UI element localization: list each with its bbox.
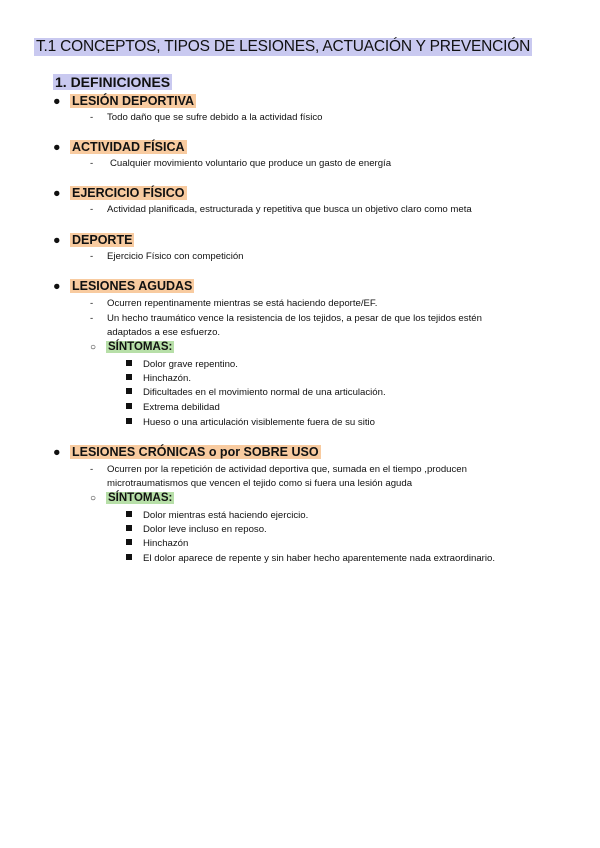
square-bullet-icon bbox=[126, 403, 132, 409]
bullet-icon: ● bbox=[53, 186, 61, 200]
section-label: LESIÓN DEPORTIVA bbox=[72, 94, 195, 108]
symptom-item: Dificultades en el movimiento normal de una articulación. bbox=[126, 386, 386, 399]
dash-icon: - bbox=[90, 112, 94, 123]
bullet-icon: ● bbox=[53, 140, 61, 154]
bullet-icon: ● bbox=[53, 279, 61, 293]
square-bullet-icon bbox=[126, 539, 132, 545]
page-title: T.1 CONCEPTOS, TIPOS DE LESIONES, ACTUACIÓN Y PREVENCIÓN bbox=[36, 38, 531, 55]
section-label: EJERCICIO FÍSICO bbox=[72, 186, 185, 200]
section-label: ACTIVIDAD FÍSICA bbox=[72, 140, 185, 154]
square-bullet-icon bbox=[126, 374, 132, 380]
section-label: DEPORTE bbox=[72, 233, 133, 247]
section-lesiones-cronicas bbox=[53, 445, 321, 459]
symptoms-heading: ○ SÍNTOMAS: bbox=[90, 492, 173, 504]
circle-bullet-icon: ○ bbox=[90, 493, 97, 504]
symptom-item: El dolor aparece de repente y sin haber hecho aparentemente nada extraordinario. bbox=[126, 552, 495, 565]
symptom-item: Dolor grave repentino. bbox=[126, 358, 238, 371]
symptoms-heading: ○ SÍNTOMAS: bbox=[90, 341, 173, 353]
bullet-icon: ● bbox=[53, 233, 61, 247]
dash-icon: - bbox=[90, 158, 94, 169]
square-bullet-icon bbox=[126, 554, 132, 560]
symptom-item: Hinchazón bbox=[126, 537, 188, 550]
dash-icon: - bbox=[90, 313, 94, 324]
section-lesion-deportiva bbox=[53, 94, 196, 108]
dash-icon: - bbox=[90, 204, 94, 215]
section-heading: 1. DEFINICIONES bbox=[55, 74, 171, 90]
square-bullet-icon bbox=[126, 388, 132, 394]
dash-icon: - bbox=[90, 298, 94, 309]
symptom-item: Dolor leve incluso en reposo. bbox=[126, 523, 267, 536]
circle-bullet-icon: ○ bbox=[90, 342, 97, 353]
section-actividad-fisica bbox=[53, 140, 187, 154]
section-deporte bbox=[53, 233, 134, 247]
square-bullet-icon bbox=[126, 511, 132, 517]
symptom-item: Extrema debilidad bbox=[126, 401, 220, 414]
section-ejercicio-fisico bbox=[53, 186, 187, 200]
square-bullet-icon bbox=[126, 360, 132, 366]
bullet-icon: ● bbox=[53, 94, 61, 108]
section-label: LESIONES CRÓNICAS o por SOBRE USO bbox=[72, 445, 319, 459]
symptom-item: Hinchazón. bbox=[126, 372, 191, 385]
square-bullet-icon bbox=[126, 525, 132, 531]
section-lesiones-agudas bbox=[53, 279, 194, 293]
square-bullet-icon bbox=[126, 418, 132, 424]
symptom-item: Hueso o una articulación visiblemente fuera de su sitio bbox=[126, 416, 375, 429]
dash-icon: - bbox=[90, 464, 94, 475]
dash-icon: - bbox=[90, 251, 94, 262]
symptom-item: Dolor mientras está haciendo ejercicio. bbox=[126, 509, 308, 522]
bullet-icon: ● bbox=[53, 445, 61, 459]
section-label: LESIONES AGUDAS bbox=[72, 279, 193, 293]
